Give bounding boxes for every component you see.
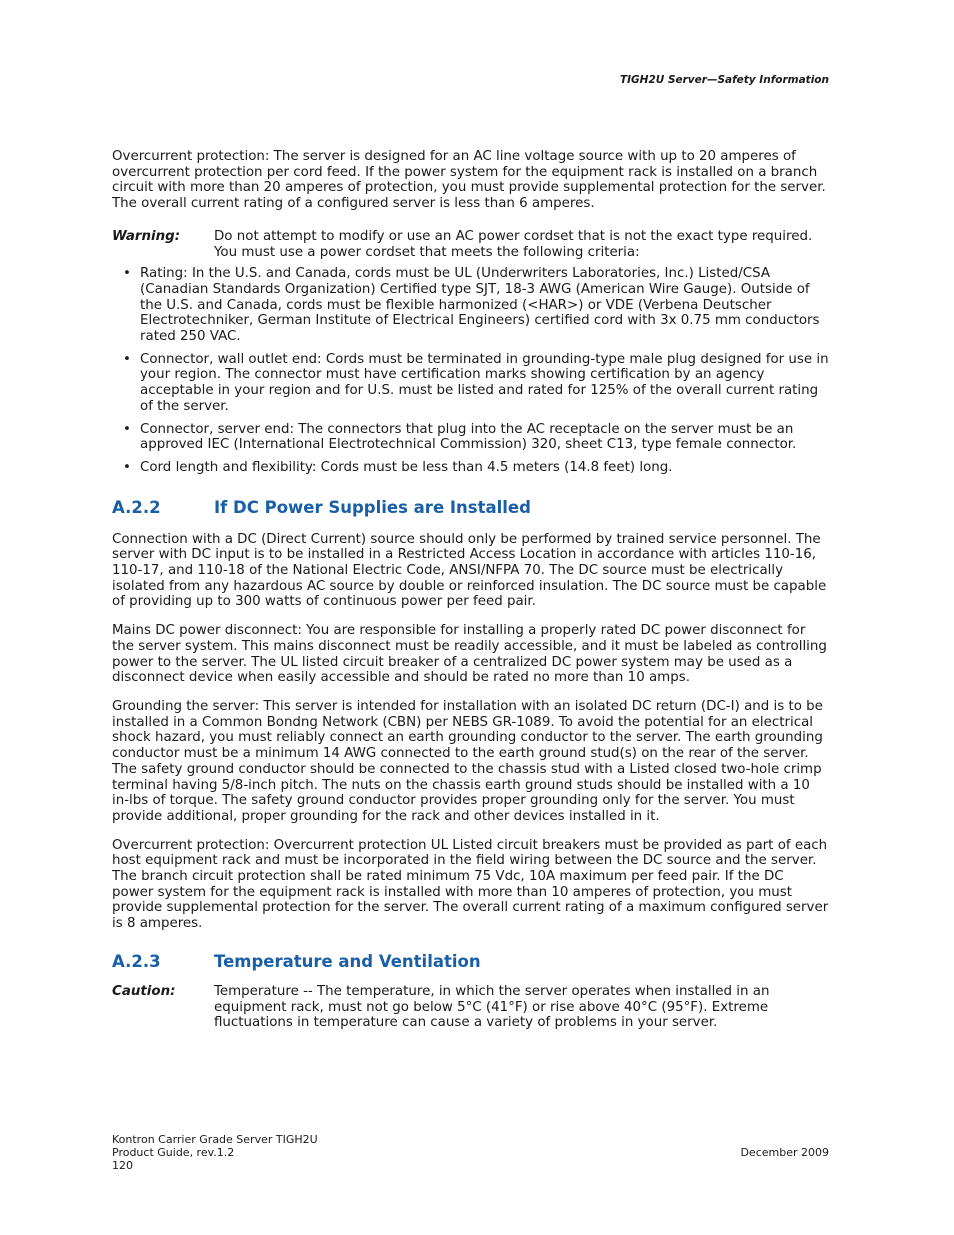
running-header: TIGH2U Server—Safety Information [619, 74, 829, 86]
section-title: Temperature and Ventilation [214, 951, 481, 971]
footer-product: Kontron Carrier Grade Server TIGH2U [112, 1133, 318, 1146]
warning-note [112, 229, 829, 260]
overcurrent-ac-paragraph: Overcurrent protection: The server is designed for an AC line voltage source with up to 20 amperes of overcurrent protection per cord feed. If the power system for the equipment rack is installed on a branch circuit with more than 20 amperes of protection, you must provide supplemental protection for the server. The overall current rating of a configured server is less than 6 amperes. [112, 149, 826, 212]
section-number: A.2.3 [112, 951, 161, 971]
list-item: • Rating: In the U.S. and Canada, cords must be UL (Underwriters Laboratories, Inc.) Listed/CSA (Canadian Standards Organization) Certified type SJT, 18-3 AWG (American Wire Gauge). Outside of the U.S. and Canada, cords must be flexible harmonized (<HAR>) or VDE (Verbena Deutscher Electrotechniker, German Institute of Electrical Engineers) certified cord with 3x 0.75 mm conductors rated 250 VAC. [112, 266, 829, 345]
dc-source-paragraph: Connection with a DC (Direct Current) source should only be performed by trained service personnel. The server with DC input is to be installed in a Restricted Access Location in accordance with articles 110-16, 110-17, and 110-18 of the National Electric Code, ANSI/NFPA 70. The DC source must be electrically isolated from any hazardous AC source by double or reinforced insulation. The DC source must be capable of providing up to 300 watts of continuous power per feed pair. [112, 531, 827, 610]
page-footer [112, 1133, 829, 1172]
caution-text: Temperature -- The temperature, in which the server operates when installed in an equipment rack, must not go below 5°C (41°F) or rise above 40°C (95°F). Extreme fluctuations in temperature can cause a variety of problems in your server. [214, 983, 770, 1031]
footer-date: December 2009 [740, 1146, 829, 1159]
footer-guide: Product Guide, rev.1.2 [112, 1146, 235, 1159]
overcurrent-dc-paragraph: Overcurrent protection: Overcurrent protection UL Listed circuit breakers must be provided as part of each host equipment rack and must be incorporated in the field wiring between the DC source and the server. The branch circuit protection shall be rated minimum 75 Vdc, 10A maximum per feed pair. If the DC power system for the equipment rack is installed with more than 10 amperes of protection, you must provide supplemental protection for the server. The overall current rating of a maximum configured server is 8 amperes. [112, 837, 829, 932]
page-number: 120 [112, 1159, 133, 1172]
page-content [112, 149, 829, 1031]
dc-disconnect-paragraph: Mains DC power disconnect: You are responsible for installing a properly rated DC power disconnect for the server system. This mains disconnect must be readily accessible, and it must be labeled as controlling power to the server. The UL listed circuit breaker of a centralized DC power system may be used as a disconnect device when easily accessible and should be rated no more than 10 amps. [112, 623, 827, 686]
caution-note [112, 984, 829, 1031]
cordset-criteria-list [112, 266, 829, 475]
list-item: • Cord length and flexibility: Cords must be less than 4.5 meters (14.8 feet) long. [112, 460, 829, 476]
grounding-paragraph: Grounding the server: This server is intended for installation with an isolated DC return (DC-I) and is to be installed in a Common Bondng Network (CBN) per NEBS GR-1089. To avoid the potential for an electrical shock hazard, you must reliably connect an earth grounding conductor to the server. The earth grounding conductor must be a minimum 14 AWG connected to the earth ground stud(s) on the rear of the server. The safety ground conductor should be connected to the chassis stud with a Listed closed two-hole crimp terminal having 5/8-inch pitch. The nuts on the chassis earth ground studs should be installed with a 10 in-lbs of torque. The safety ground conductor provides proper grounding only for the server. You must provide additional, proper grounding for the rack and other devices installed in it. [112, 698, 823, 824]
section-title: If DC Power Supplies are Installed [214, 497, 531, 517]
list-item: • Connector, wall outlet end: Cords must be terminated in grounding-type male plug designed for use in your region. The connector must have certification marks showing certification by an agency acceptable in your region and for U.S. must be listed and rated for 125% of the overall current rating of the server. [112, 352, 829, 415]
list-item: • Connector, server end: The connectors that plug into the AC receptacle on the server must be an approved IEC (International Electrotechnical Commission) 320, sheet C13, type female connector. [112, 422, 829, 453]
caution-label: Caution: [112, 983, 176, 999]
section-number: A.2.2 [112, 497, 161, 517]
warning-text: Do not attempt to modify or use an AC power cordset that is not the exact type required. You must use a power cordset that meets the following criteria: [214, 228, 813, 260]
warning-label: Warning: [112, 228, 181, 244]
section-heading-a23 [112, 952, 829, 972]
section-heading-a22 [112, 498, 829, 518]
